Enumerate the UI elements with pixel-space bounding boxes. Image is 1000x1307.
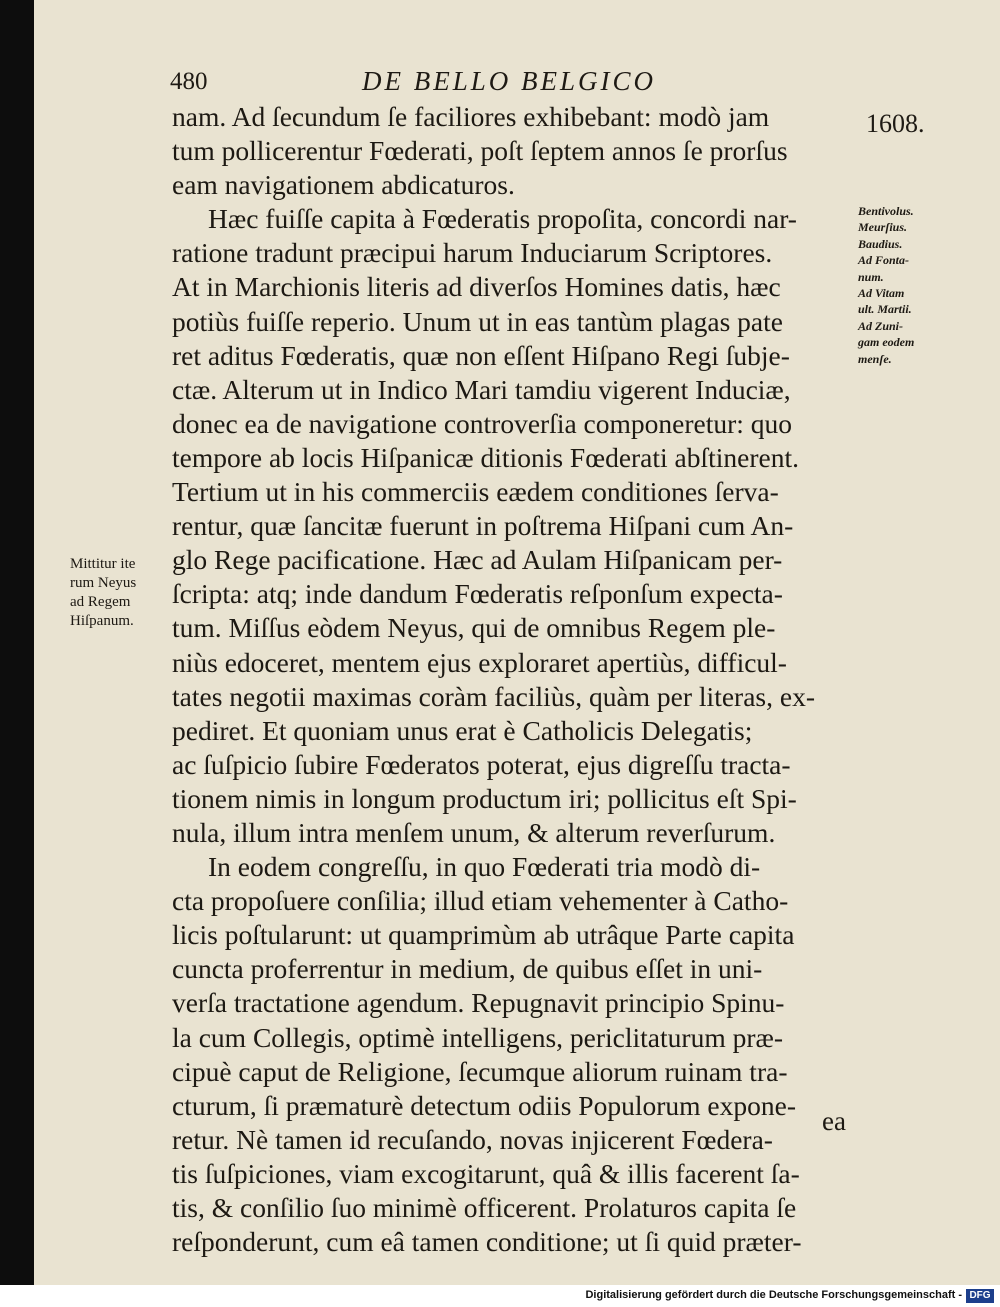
- text-line: la cum Collegis, optimè intelligens, periclitaturum præ-: [172, 1021, 783, 1053]
- margin-note: num.: [858, 269, 884, 284]
- text-line: tempore ab locis Hiſpanicæ ditionis Fœderati abſtinerent.: [172, 441, 800, 473]
- text-line: tis ſuſpiciones, viam excogitarunt, quâ & illis facerent ſa-: [172, 1157, 800, 1189]
- margin-note: ult. Martii.: [858, 302, 912, 317]
- margin-note: Ad Vitam: [858, 286, 905, 301]
- text-line: cturum, ſi præmaturè detectum odiis Populorum expone-: [172, 1089, 796, 1121]
- right-margin-notes: [858, 203, 968, 367]
- text-line: tis, & conſilio ſuo minimè officerent. Prolaturos capita ſe: [172, 1192, 797, 1223]
- text-line: licis poſtularunt: ut quamprimùm ab utrâque Parte capita: [172, 919, 795, 951]
- dfg-logo: DFG: [966, 1289, 994, 1303]
- margin-note: Ad Fonta-: [858, 253, 910, 268]
- margin-note-line: Mittitur ite: [70, 556, 136, 572]
- text-line: rentur, quæ ſancitæ fuerunt in poſtrema Hiſpani cum An-: [172, 510, 794, 542]
- margin-note: Bentivolus.: [858, 204, 914, 218]
- running-head: DE BELLO BELGICO: [362, 66, 657, 96]
- text-line: tum pollicerentur Fœderati, poſt ſeptem annos ſe prorſus: [172, 135, 788, 167]
- text-line: ctæ. Alterum ut in Indico Mari tamdiu vigerent Induciæ,: [172, 373, 791, 405]
- text-line: In eodem congreſſu, in quo Fœderati tria modò di-: [208, 851, 761, 883]
- text-line: At in Marchionis literis ad diverſos Homines datis, hæc: [172, 271, 781, 303]
- text-line: tum. Miſſus eòdem Neyus, qui de omnibus Regem ple-: [172, 612, 776, 644]
- text-line: reſponderunt, cum eâ tamen conditione; ut ſi quid præter-: [172, 1226, 802, 1258]
- margin-note: Ad Zuni-: [858, 318, 904, 333]
- funding-credit: Digitalisierung gefördert durch die Deutsche Forschungsgemeinschaft -: [585, 1289, 962, 1301]
- catchword: ea: [822, 1106, 846, 1136]
- year-marginal: 1608.: [866, 109, 925, 138]
- text-line: verſa tractatione agendum. Repugnavit principio Spinu-: [172, 987, 785, 1019]
- text-line: cipuè caput de Religione, ſecumque aliorum ruinam tra-: [172, 1055, 788, 1087]
- text-line: ſcripta: atq; inde dandum Fœderatis reſponſum expecta-: [172, 578, 783, 610]
- text-line: pediret. Et quoniam unus erat è Catholicis Delegatis;: [172, 714, 753, 746]
- text-line: donec ea de navigatione controverſia componeretur: quo: [172, 407, 793, 439]
- left-margin-note: [70, 555, 170, 631]
- text-line: potiùs fuiſſe reperio. Unum ut in eas tantùm plagas pate: [172, 305, 783, 337]
- margin-note-line: rum Neyus: [70, 575, 137, 591]
- text-line: retur. Nè tamen id recuſando, novas injicerent Fœdera-: [172, 1123, 773, 1155]
- text-line: cuncta proferrentur in medium, de quibus eſſet in uni-: [172, 953, 763, 985]
- text-line: tates negotii maximas coràm faciliùs, quàm per literas, ex-: [172, 680, 815, 712]
- margin-note-line: ad Regem: [70, 594, 131, 610]
- margin-note: menſe.: [858, 351, 892, 366]
- digitization-footer: [0, 1285, 1000, 1307]
- text-line: ret aditus Fœderatis, quæ non eſſent Hiſpano Regi ſubje-: [172, 339, 790, 371]
- text-line: tionem nimis in longum productum iri; pollicitus eſt Spi-: [172, 782, 797, 814]
- margin-note: Baudius.: [858, 236, 903, 251]
- text-line: Hæc fuiſſe capita à Fœderatis propoſita, concordi nar-: [208, 203, 797, 235]
- text-line: niùs edoceret, mentem ejus exploraret apertiùs, difficul-: [172, 646, 787, 678]
- margin-note: gam eodem: [858, 335, 915, 350]
- text-line: ratione tradunt præcipui harum Induciarum Scriptores.: [172, 237, 773, 269]
- margin-note-line: Hiſpanum.: [70, 613, 134, 629]
- text-line: Tertium ut in his commerciis eædem conditiones ſerva-: [172, 476, 779, 508]
- margin-note: Meurſius.: [858, 220, 908, 235]
- page-number: 480: [170, 68, 208, 95]
- text-line: ac ſuſpicio ſubire Fœderatos poterat, ejus digreſſu tracta-: [172, 748, 791, 780]
- text-line: nula, illum intra menſem unum, & alterum reverſurum.: [172, 816, 776, 848]
- text-line: nam. Ad ſecundum ſe faciliores exhibebant: modò jam: [172, 101, 770, 132]
- text-line: cta propoſuere conſilia; illud etiam vehementer à Catho-: [172, 885, 789, 917]
- body-text: [172, 100, 862, 1259]
- text-line: glo Rege pacificatione. Hæc ad Aulam Hiſpanicam per-: [172, 544, 783, 576]
- text-line: eam navigationem abdicaturos.: [172, 169, 515, 201]
